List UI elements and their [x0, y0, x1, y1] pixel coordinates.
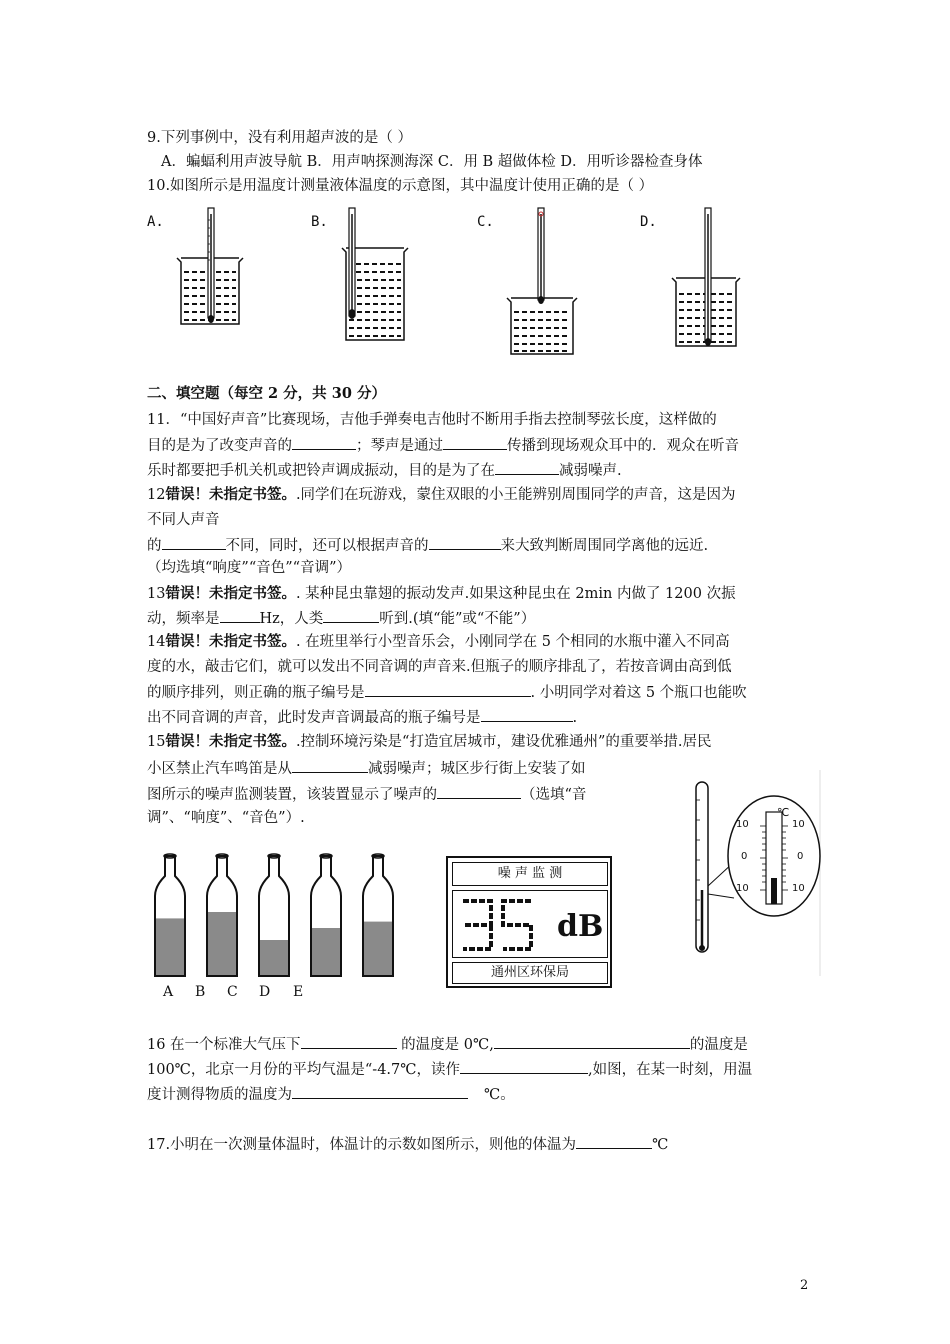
thermometer-unit: ℃	[777, 806, 790, 819]
bottle-label-b: B	[195, 984, 206, 1000]
blank	[323, 608, 379, 623]
bottle-water	[260, 940, 288, 976]
noise-monitor	[446, 856, 612, 988]
q11-line1: 11．“中国好声音”比赛现场，吉他手弹奏电吉他时不断用手指去控制琴弦长度，这样做的	[147, 412, 717, 428]
blank	[365, 682, 531, 697]
blank	[220, 608, 260, 623]
bottle-label-a: A	[163, 984, 174, 1000]
thermometer-tick-right-2: 10	[792, 883, 805, 894]
q10-stem: 10.如图所示是用温度计测量液体温度的示意图，其中温度计使用正确的是（ ）	[147, 178, 654, 194]
bottle-e	[363, 854, 393, 976]
bottle-label-c: C	[227, 984, 238, 1000]
q17-line: 17.小明在一次测量体温时，体温计的示数如图所示，则他的体温为 ℃	[147, 1134, 668, 1155]
blank	[494, 1034, 690, 1049]
bottle-a	[155, 854, 185, 976]
section-title: 二、填空题（每空 2 分，共 30 分）	[147, 385, 386, 402]
bottle-c	[259, 854, 289, 976]
thermometer-tick-left-0: 10	[736, 819, 749, 830]
q16-line1: 16 在一个标准大气压下 的温度是 0℃, 的温度是	[147, 1034, 748, 1055]
beaker-b-figure	[338, 206, 410, 344]
noise-monitor-title: 噪 声 监 测	[452, 862, 608, 886]
page-number: 2	[800, 1278, 809, 1293]
lcd-digits	[459, 897, 539, 953]
bottles-figure	[150, 852, 410, 982]
option-label-d: D.	[640, 214, 657, 230]
q12-line4: （均选填“响度”“音色”“音调”）	[147, 560, 351, 576]
q9-stem: 9.下列事例中，没有利用超声波的是（ ）	[147, 130, 412, 146]
q13-line1: 13错误！未指定书签。. 某种昆虫靠翅的振动发声.如果这种昆虫在 2min 内做了 1200 次振	[147, 585, 736, 602]
noise-monitor-display	[452, 890, 608, 958]
blank	[301, 1034, 397, 1049]
bottle-b	[207, 854, 237, 976]
q14-line1: 14错误！未指定书签。. 在班里举行小型音乐会，小刚同学在 5 个相同的水瓶中灌入不同高	[147, 633, 730, 650]
blank	[576, 1134, 652, 1149]
blank	[437, 784, 521, 799]
option-label-c: C.	[477, 214, 494, 230]
beaker-a-figure	[175, 206, 245, 328]
bottle-water	[208, 912, 236, 976]
q9-options: A．蝙蝠利用声波导航 B．用声呐探测海深 C．用 B 超做体检 D．用听诊器检查身体	[161, 154, 703, 170]
thermometer-tick-left-2: 10	[736, 883, 749, 894]
thermometer-tick-right-1: 0	[797, 851, 804, 862]
blank	[429, 535, 501, 550]
q15-line3: 图所示的噪声监测装置，该装置显示了噪声的 （选填“音	[147, 784, 586, 805]
blank	[481, 707, 573, 722]
blank	[443, 435, 507, 450]
thermometer-figure	[690, 770, 824, 976]
blank	[162, 535, 226, 550]
q16-line2: 100℃，北京一月份的平均气温是“-4.7℃，读作 ,如图，在某一时刻，用温	[147, 1059, 752, 1080]
q14-line3: 的顺序排列，则正确的瓶子编号是 . 小明同学对着这 5 个瓶口也能吹	[147, 682, 747, 703]
option-label-a: A.	[147, 214, 164, 230]
beaker-c-figure	[505, 206, 579, 358]
q12-line1: 12错误！未指定书签。.同学们在玩游戏，蒙住双眼的小王能辨别周围同学的声音，这是因为	[147, 486, 736, 503]
thermometer-tick-left-1: 0	[741, 851, 748, 862]
bottle-d	[311, 854, 341, 976]
bottle-water	[364, 922, 392, 976]
blank	[495, 460, 559, 475]
bottle-label-d: D	[259, 984, 271, 1000]
noise-monitor-footer: 通州区环保局	[452, 962, 608, 984]
bottle-label-e: E	[293, 984, 304, 1000]
bottle-water	[312, 928, 340, 976]
noise-unit: dB	[557, 909, 604, 944]
q16-line3: 度计测得物质的温度为 ℃。	[147, 1084, 515, 1105]
bottle-water	[156, 918, 184, 976]
q14-line2: 度的水，敲击它们，就可以发出不同音调的声音来.但瓶子的顺序排乱了，若按音调由高到低	[147, 659, 732, 675]
q12-line3: 的 不同，同时，还可以根据声音的 来大致判断周围同学离他的远近.	[147, 535, 708, 556]
q13-line2: 动，频率是 Hz，人类 听到.(填“能”或“不能”）	[147, 608, 535, 629]
blank	[460, 1059, 588, 1074]
thermometer-tick-right-0: 10	[792, 819, 805, 830]
q15-line2: 小区禁止汽车鸣笛是从 减弱噪声；城区步行街上安装了如	[147, 758, 586, 779]
q15-line1: 15错误！未指定书签。.控制环境污染是“打造宜居城市，建设优雅通州”的重要举措.居民	[147, 733, 712, 750]
blank	[292, 1084, 468, 1099]
q11-line2: 目的是为了改变声音的 ；琴声是通过 传播到现场观众耳中的．观众在听音	[147, 435, 739, 456]
beaker-d-figure	[670, 206, 742, 350]
option-label-b: B.	[311, 214, 328, 230]
blank	[292, 758, 368, 773]
q12-line2: 不同人声音	[147, 512, 220, 528]
q14-line4: 出不同音调的声音，此时发声音调最高的瓶子编号是 .	[147, 707, 577, 728]
q15-line4: 调”、“响度”、“音色”）.	[147, 810, 305, 826]
blank	[292, 435, 356, 450]
q11-line3: 乐时都要把手机关机或把铃声调成振动，目的是为了在 减弱噪声.	[147, 460, 622, 481]
